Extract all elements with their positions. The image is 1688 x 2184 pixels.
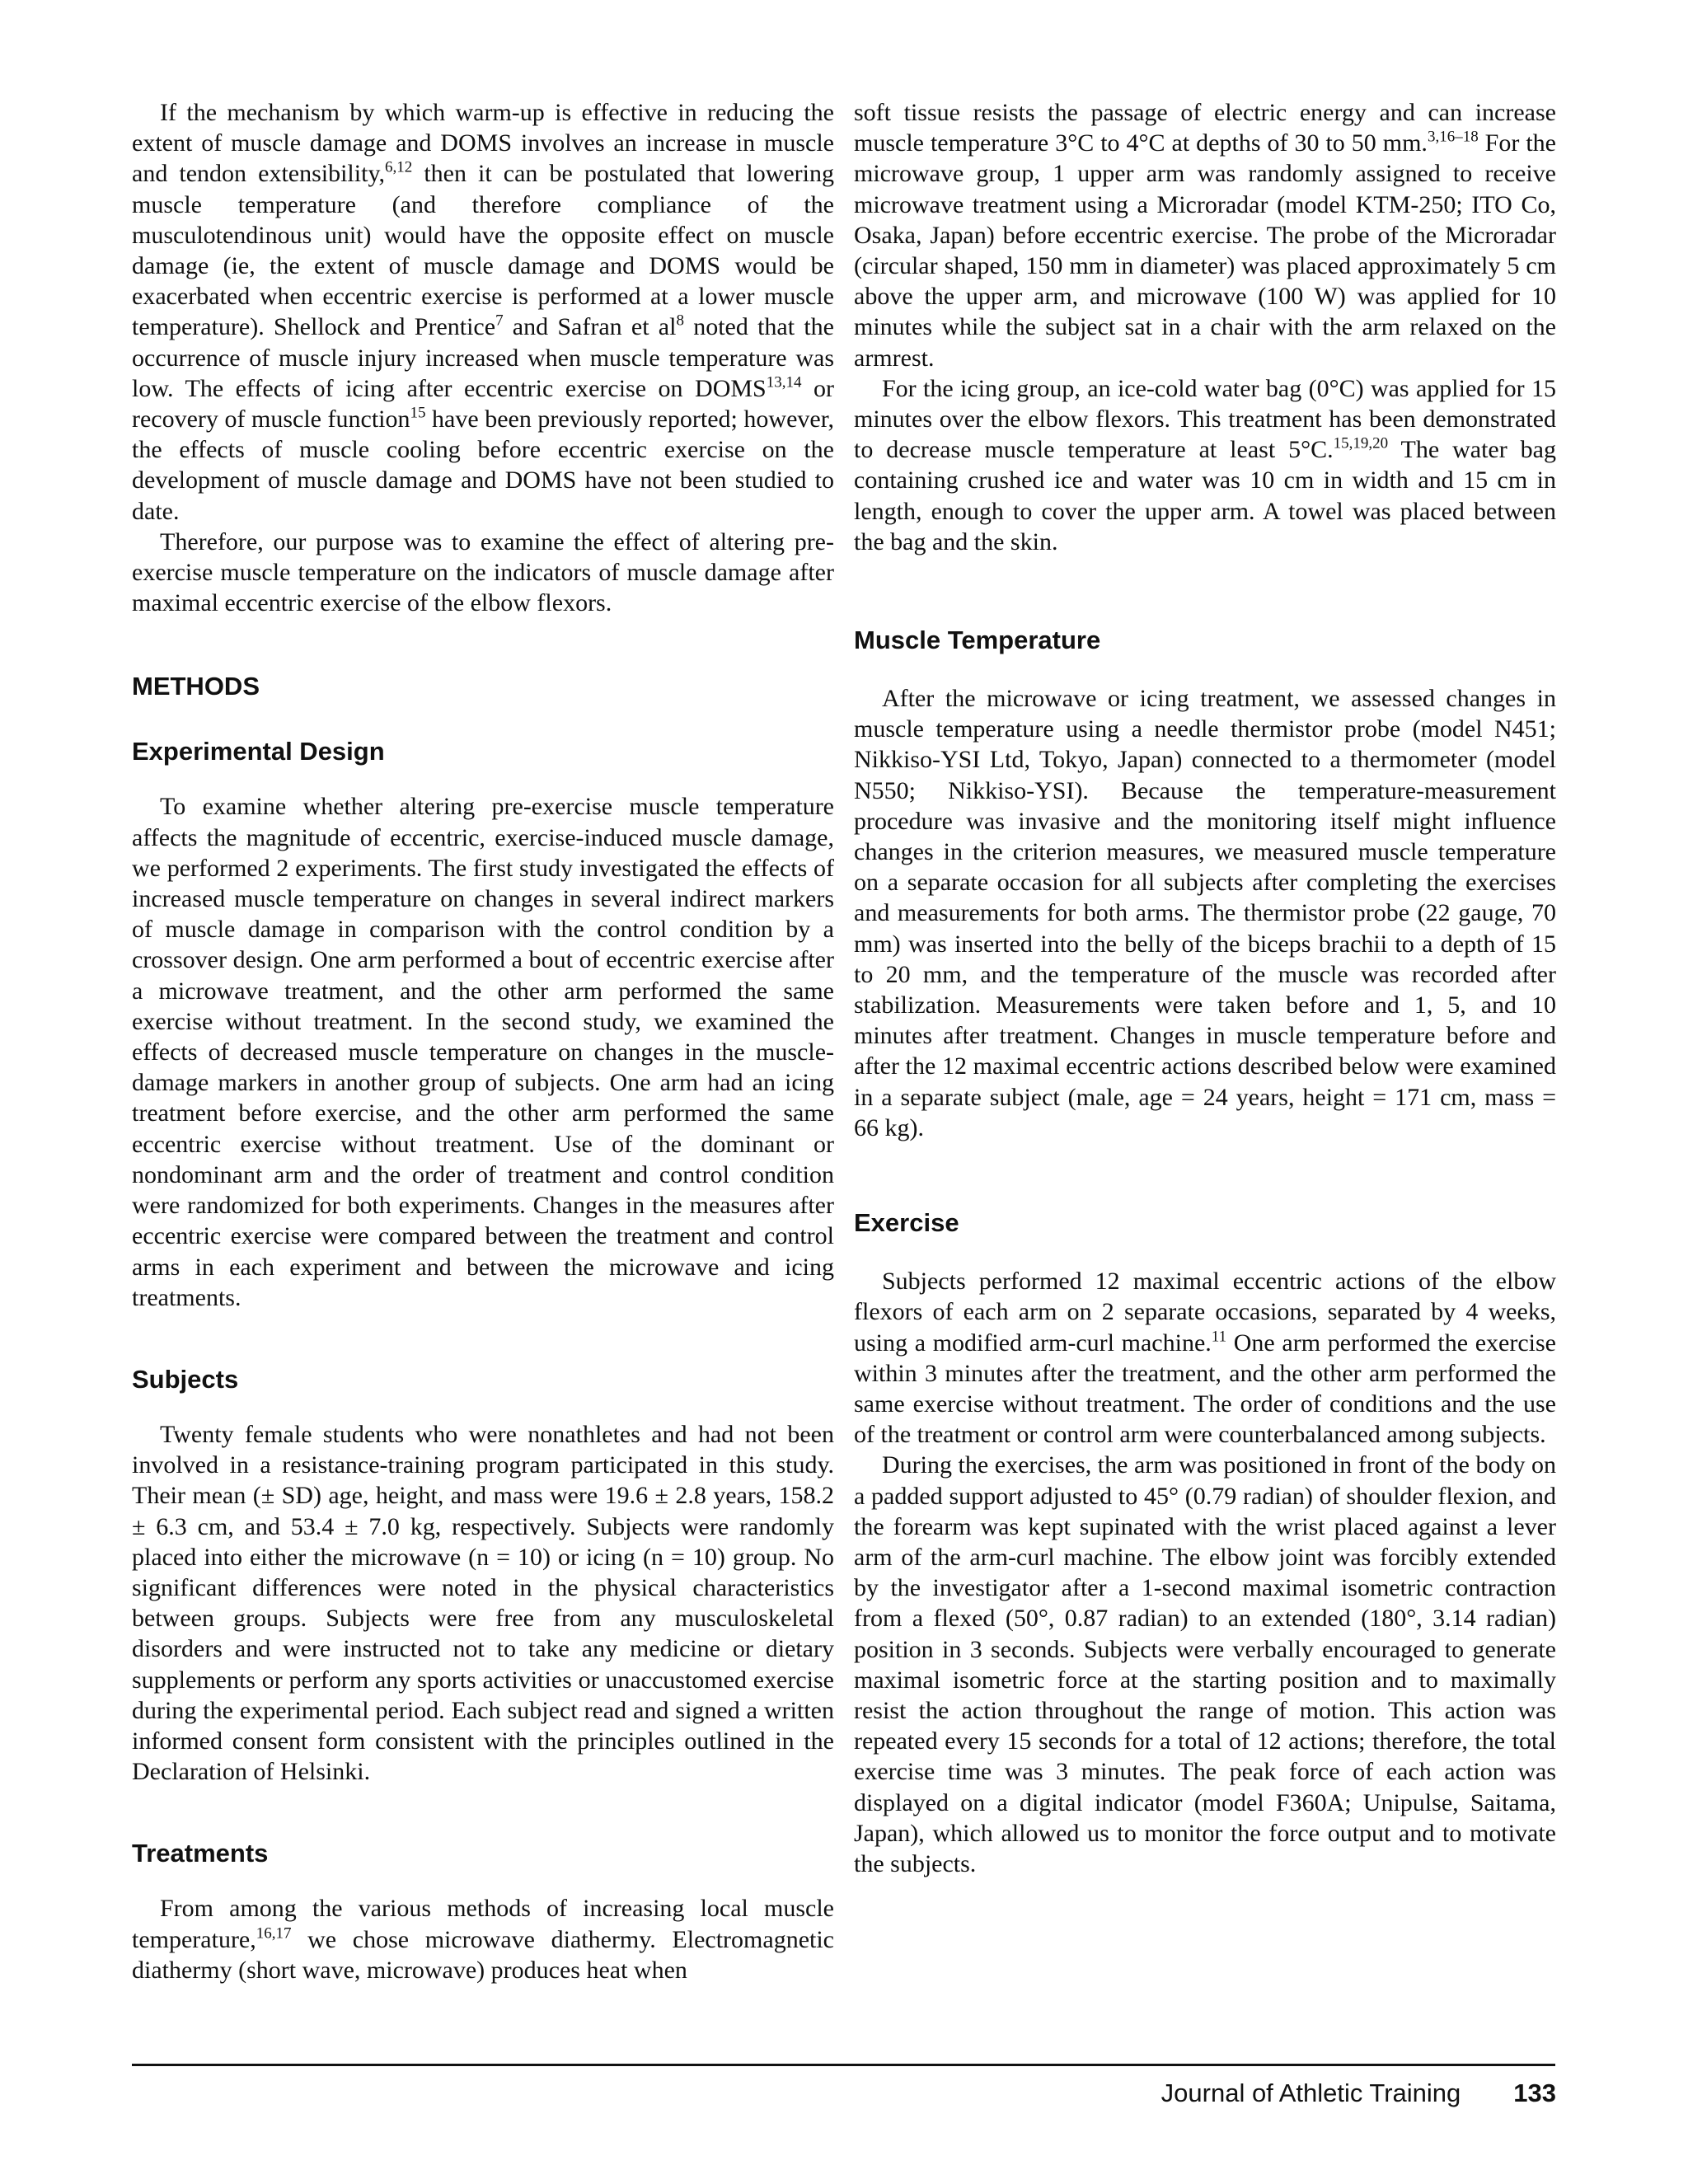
text-run: For the microwave group, 1 upper arm was randomly assigned to receive microwave treatment using a Microradar (model KTM-250; ITO Co, Osaka, Japan) before eccentric exercise. The probe of the Microradar (circular shaped, 150 mm in diameter) was placed approximately 5 cm above the upper arm, and microwave (100 W) was applied for 10 minutes while the subject sat in a chair with the arm relaxed on the armrest. xyxy=(854,129,1556,372)
icing-paragraph xyxy=(854,373,1556,557)
citation-ref: 6,12 xyxy=(385,159,413,177)
muscle-temperature-paragraph: After the microwave or icing treatment, we assessed changes in muscle temperature using a needle thermistor probe (model N451; Nikkiso-YSI Ltd, Tokyo, Japan) connected to a thermometer (model N550; Nikkiso-YSI). Because the temperature-measurement procedure was invasive and the monitoring itself might influence changes in the criterion measures, we measured muscle temperature on a separate occasion for all subjects after completing the exercises and measurements for both arms. The thermistor probe (22 gauge, 70 mm) was inserted into the belly of the biceps brachii to a depth of 15 to 20 mm, and the temperature of the muscle was recorded after stabilization. Measurements were taken before and 1, 5, and 10 minutes after treatment. Changes in muscle temperature before and after the 12 maximal eccentric actions described below were examined in a separate subject (male, age = 24 years, height = 171 cm, mass = 66 kg). xyxy=(854,685,1556,1141)
citation-ref: 16,17 xyxy=(256,1924,292,1943)
text-run: noted that the occurrence of muscle injury increased when muscle temperature was low. The effects of icing after eccentric exercise on DOMS xyxy=(132,313,834,402)
text-run: One arm performed the exercise within 3 minutes after the treatment, and the other arm performed the same exercise without treatment. The order of conditions and the use of the treatment or control arm were counterbalanced among subjects. xyxy=(854,1329,1556,1449)
citation-ref: 15 xyxy=(410,404,426,422)
footer-rule xyxy=(132,2064,1555,2066)
text-run: From among the various methods of increasing local muscle temperature, xyxy=(132,1895,834,1953)
citation-ref: 8 xyxy=(676,312,684,330)
exercise-paragraph-2: During the exercises, the arm was positioned in front of the body on a padded support adjusted to 45° (0.79 radian) of shoulder flexion, and the forearm was kept supinated with the wrist placed against a lever arm of the arm-curl machine. The elbow joint was forcibly extended by the investigator after a 1-second maximal isometric contraction from a flexed (50°, 0.87 radian) to an extended (180°, 3.14 radian) position in 3 seconds. Subjects were verbally encouraged to generate maximal isometric force at the starting position and to maximally resist the action throughout the range of motion. This action was repeated every 15 seconds for a total of 12 actions; therefore, the total exercise time was 3 minutes. The peak force of each action was displayed on a digital indicator (model F360A; Unipulse, Saitama, Japan), which allowed us to monitor the force output and to motivate the subjects. xyxy=(854,1451,1556,1877)
text-run: soft tissue resists the passage of electric energy and can increase muscle temperature 3°C to 4°C at depths of 30 to 50 mm. xyxy=(854,99,1556,157)
experimental-design-paragraph: To examine whether altering pre-exercise muscle temperature affects the magnitude of eccentric, exercise-induced muscle damage, we performed 2 experiments. The first study investigated the effects of increased muscle temperature on changes in several indirect markers of muscle damage in comparison with the control condition by a crossover design. One arm performed a bout of eccentric exercise after a microwave treatment, and the other arm performed the same exercise without treatment. In the second study, we examined the effects of decreased muscle temperature on changes in the muscle-damage markers in another group of subjects. One arm had an icing treatment before exercise, and the other arm performed the same eccentric exercise without treatment. Use of the dominant or nondominant arm and the order of treatment and control condition were randomized for both experiments. Changes in the measures after eccentric exercise were compared between the treatment and control arms in each experiment and between the microwave and icing treatments. xyxy=(132,793,834,1311)
citation-ref: 15,19,20 xyxy=(1333,434,1389,452)
treatments-paragraph xyxy=(132,1893,834,1985)
citation-ref: 13,14 xyxy=(766,373,802,391)
left-column xyxy=(132,97,834,1985)
text-run: Subjects performed 12 maximal eccentric actions of the elbow flexors of each arm on 2 separate occasions, separated by 4 weeks, using a modified arm-curl machine. xyxy=(854,1268,1556,1357)
intro-paragraph-2: Therefore, our purpose was to examine the effect of altering pre-exercise muscle temperature on the indicators of muscle damage after maximal eccentric exercise of the elbow flexors. xyxy=(132,527,834,617)
citation-ref: 11 xyxy=(1211,1328,1227,1346)
text-run: and Safran et al xyxy=(503,313,677,341)
subjects-heading: Subjects xyxy=(132,1364,239,1394)
experimental-design-heading: Experimental Design xyxy=(132,737,385,766)
journal-name: Journal of Athletic Training xyxy=(1160,2079,1461,2107)
exercise-paragraph-1 xyxy=(854,1266,1556,1450)
text-run: we chose microwave diathermy. Electromagnetic diathermy (short wave, microwave) produces heat when xyxy=(132,1925,834,1984)
subjects-paragraph: Twenty female students who were nonathletes and had not been involved in a resistance-training program participated in this study. Their mean (± SD) age, height, and mass were 19.6 ± 2.8 years, 158.2 ± 6.3 cm, and 53.4 ± 7.0 kg, respectively. Subjects were randomly placed into either the microwave (n = 10) or icing (n = 10) group. No significant differences were noted in the physical characteristics between groups. Subjects were free from any musculoskeletal disorders and were instructed not to take any medicine or dietary supplements or perform any sports activities or unaccustomed exercise during the experimental period. Each subject read and signed a written informed consent form consistent with the principles outlined in the Declaration of Helsinki. xyxy=(132,1420,834,1786)
text-run: For the icing group, an ice-cold water bag (0°C) was applied for 15 minutes over the elbow flexors. This treatment has been demonstrated to decrease muscle temperature at least 5°C. xyxy=(854,374,1556,464)
muscle-temperature-heading: Muscle Temperature xyxy=(854,626,1101,655)
intro-paragraph-1 xyxy=(132,97,834,527)
page-footer xyxy=(1161,2079,1556,2108)
methods-heading: METHODS xyxy=(132,672,260,701)
page-number: 133 xyxy=(1513,2079,1556,2107)
text-run: The water bag containing crushed ice and water was 10 cm in width and 15 cm in length, enough to cover the upper arm. A towel was placed between the bag and the skin. xyxy=(854,436,1556,555)
exercise-heading: Exercise xyxy=(854,1208,959,1238)
text-run: If the mechanism by which warm-up is effective in reducing the extent of muscle damage and DOMS involves an increase in muscle and tendon extensibility, xyxy=(132,99,834,188)
citation-ref: 7 xyxy=(495,312,504,330)
text-run: have been previously reported; however, the effects of muscle cooling before eccentric exercise on the development of muscle damage and DOMS have not been studied to date. xyxy=(132,405,834,525)
treatments-heading: Treatments xyxy=(132,1839,269,1868)
citation-ref: 3,16–18 xyxy=(1427,128,1479,146)
text-run: or recovery of muscle function xyxy=(132,374,834,434)
treatments-continued-paragraph xyxy=(854,97,1556,373)
text-run: then it can be postulated that lowering muscle temperature (and therefore compliance of the musculotendinous unit) would have the opposite effect on muscle damage (ie, the extent of muscle damage and DOMS would be exacerbated when eccentric exercise is performed at a lower muscle temperature). Shellock and Prentice xyxy=(132,160,834,341)
right-column xyxy=(854,97,1556,1879)
